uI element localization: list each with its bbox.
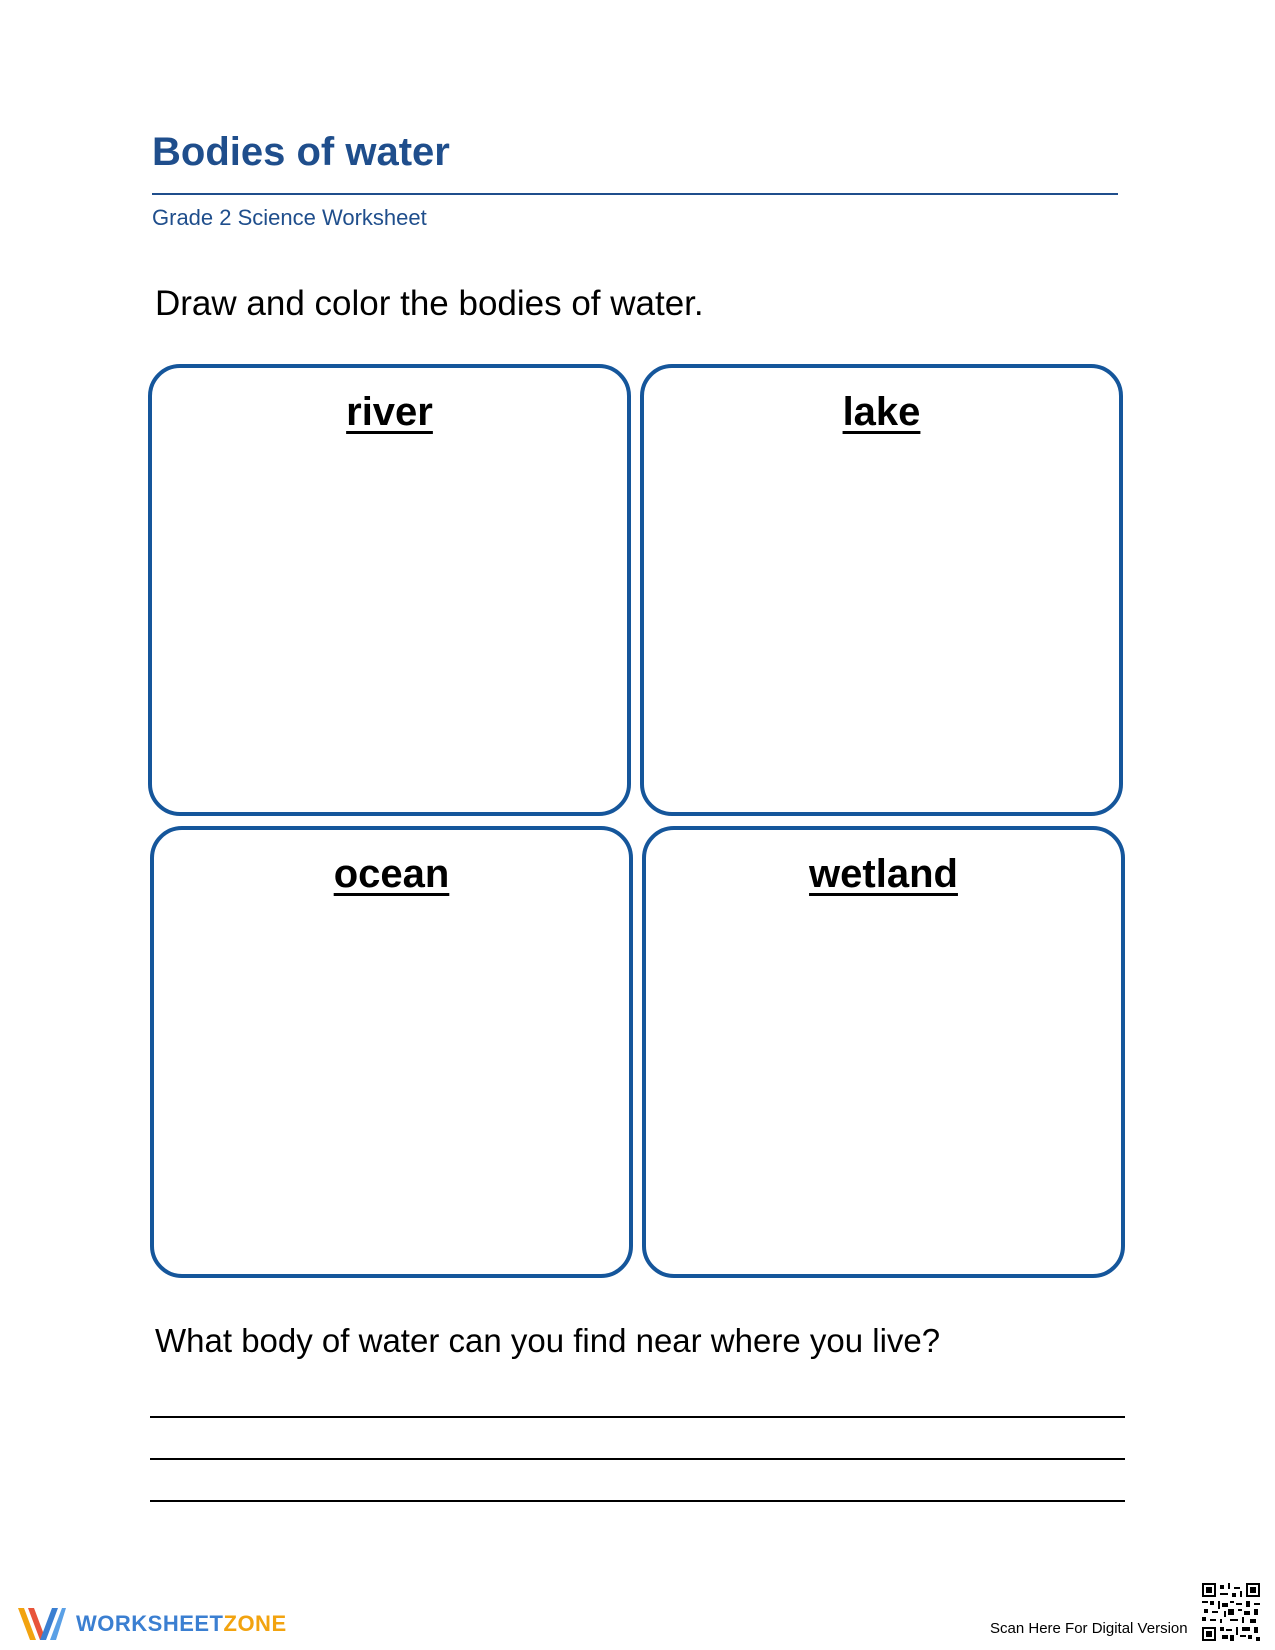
question-text: What body of water can you find near where you live?	[155, 1322, 941, 1359]
box-label-lake: lake	[842, 390, 921, 434]
logo-text	[76, 1611, 287, 1637]
worksheetzone-logo	[16, 1604, 287, 1644]
box-label-river: river	[346, 390, 433, 434]
instruction-text: Draw and color the bodies of water.	[155, 284, 704, 323]
answer-line-2[interactable]	[150, 1458, 1125, 1460]
logo-word-worksheet: WORKSHEET	[76, 1611, 224, 1636]
page-title: Bodies of water	[152, 130, 450, 174]
logo-mark-icon	[16, 1604, 68, 1644]
answer-line-1[interactable]	[150, 1416, 1125, 1418]
answer-line-3[interactable]	[150, 1500, 1125, 1502]
drawing-box-wetland[interactable]	[642, 826, 1125, 1278]
logo-word-zone: ZONE	[223, 1611, 287, 1636]
title-divider	[152, 193, 1118, 195]
box-label-wetland: wetland	[809, 852, 958, 896]
qr-code-icon[interactable]	[1202, 1583, 1260, 1641]
drawing-box-ocean[interactable]	[150, 826, 633, 1278]
box-label-ocean: ocean	[333, 852, 450, 896]
drawing-box-river[interactable]	[148, 364, 631, 816]
scan-instruction: Scan Here For Digital Version	[990, 1620, 1188, 1637]
drawing-box-lake[interactable]	[640, 364, 1123, 816]
page-subtitle: Grade 2 Science Worksheet	[152, 205, 427, 230]
